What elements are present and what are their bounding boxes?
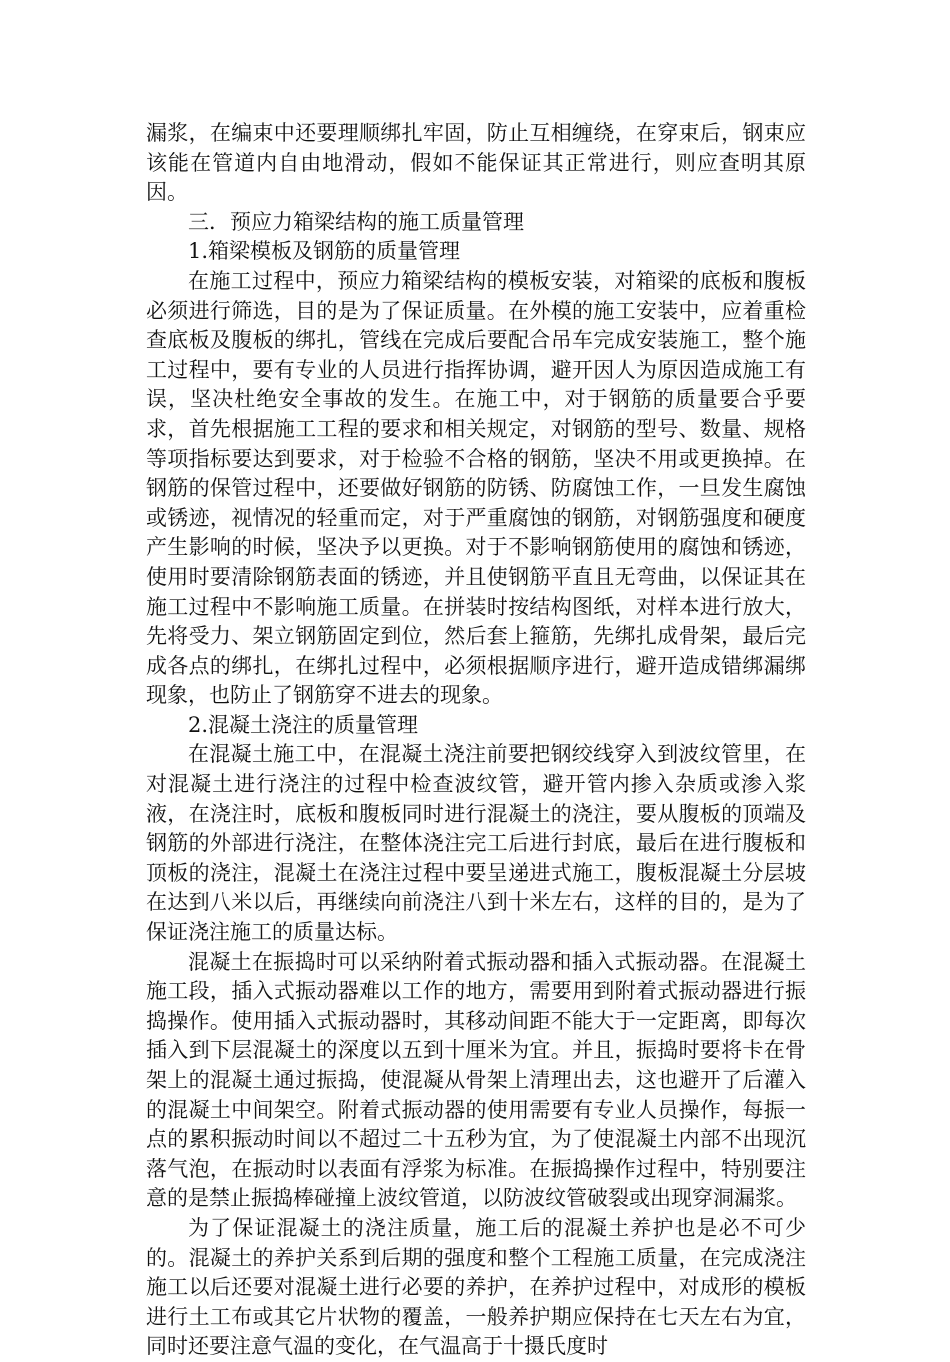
continued-paragraph: 漏浆，在编束中还要理顺绑扎牢固，防止互相缠绕，在穿束后，钢束应该能在管道内自由地滑动，假如不能保证其正常进行，则应查明其原因。 <box>146 121 806 205</box>
section-heading: 三．预应力箱梁结构的施工质量管理 <box>188 209 524 234</box>
paragraph-vibration: 混凝土在振捣时可以采纳附着式振动器和插入式振动器。在混凝土施工段，插入式振动器难以工作的地方，需要用到附着式振动器进行振捣操作。使用插入式振动器时，其移动间距不能大于一定距离，即每次插入到下层混凝土的深度以五到十厘米为宜。并且，振捣时要将卡在骨架上的混凝土通过振捣，使混凝从骨架上清理出去，这也避开了后灌入的混凝土中间架空。附着式振动器的使用需要有专业人员操作，每振一点的累积振动时间以不超过二十五秒为宜，为了使混凝土内部不出现沉落气泡，在振动时以表面有浮浆为标准。在振捣操作过程中，特别要注意的是禁止振捣棒碰撞上波纹管道，以防波纹管破裂或出现穿洞漏浆。 <box>146 949 806 1211</box>
document-page <box>146 119 806 1362</box>
subheading-formwork-rebar: 1.箱梁模板及钢筋的质量管理 <box>188 239 461 264</box>
paragraph-concrete-pouring: 在混凝土施工中，在混凝土浇注前要把钢绞线穿入到波纹管里，在对混凝土进行浇注的过程中检查波纹管，避开管内掺入杂质或渗入浆液，在浇注时，底板和腹板同时进行混凝土的浇注，要从腹板的顶端及钢筋的外部进行浇注，在整体浇注完工后进行封底，最后在进行腹板和顶板的浇注，混凝土在浇注过程中要呈递进式施工，腹板混凝土分层坡在达到八米以后，再继续向前浇注八到十米左右，这样的目的，是为了保证浇注施工的质量达标。 <box>146 742 806 945</box>
subheading-concrete-pouring: 2.混凝土浇注的质量管理 <box>188 712 419 737</box>
paragraph-curing: 为了保证混凝土的浇注质量，施工后的混凝土养护也是必不可少的。混凝土的养护关系到后期的强度和整个工程施工质量，在完成浇注施工以后还要对混凝土进行必要的养护，在养护过程中，对成形的模板进行土工布或其它片状物的覆盖，一般养护期应保持在七天左右为宜，同时还要注意气温的变化，在气温高于十摄氏度时 <box>146 1215 806 1359</box>
paragraph-formwork-rebar: 在施工过程中，预应力箱梁结构的模板安装，对箱梁的底板和腹板必须进行筛选，目的是为了保证质量。在外模的施工安装中，应着重检查底板及腹板的绑扎，管线在完成后要配合吊车完成安装施工，整个施工过程中，要有专业的人员进行指挥协调，避开因人为原因造成施工有误，坚决杜绝安全事故的发生。在施工中，对于钢筋的质量要合乎要求，首先根据施工工程的要求和相关规定，对钢筋的型号、数量、规格等项指标要达到要求，对于检验不合格的钢筋，坚决不用或更换掉。在钢筋的保管过程中，还要做好钢筋的防锈、防腐蚀工作，一旦发生腐蚀或锈迹，视情况的轻重而定，对于严重腐蚀的钢筋，对钢筋强度和硬度产生影响的时候，坚决予以更换。对于不影响钢筋使用的腐蚀和锈迹，使用时要清除钢筋表面的锈迹，并且使钢筋平直且无弯曲，以保证其在施工过程中不影响施工质量。在拼装时按结构图纸，对样本进行放大，先将受力、架立钢筋固定到位，然后套上箍筋，先绑扎成骨架，最后完成各点的绑扎，在绑扎过程中，必须根据顺序进行，避开造成错绑漏绑现象，也防止了钢筋穿不进去的现象。 <box>146 268 806 708</box>
